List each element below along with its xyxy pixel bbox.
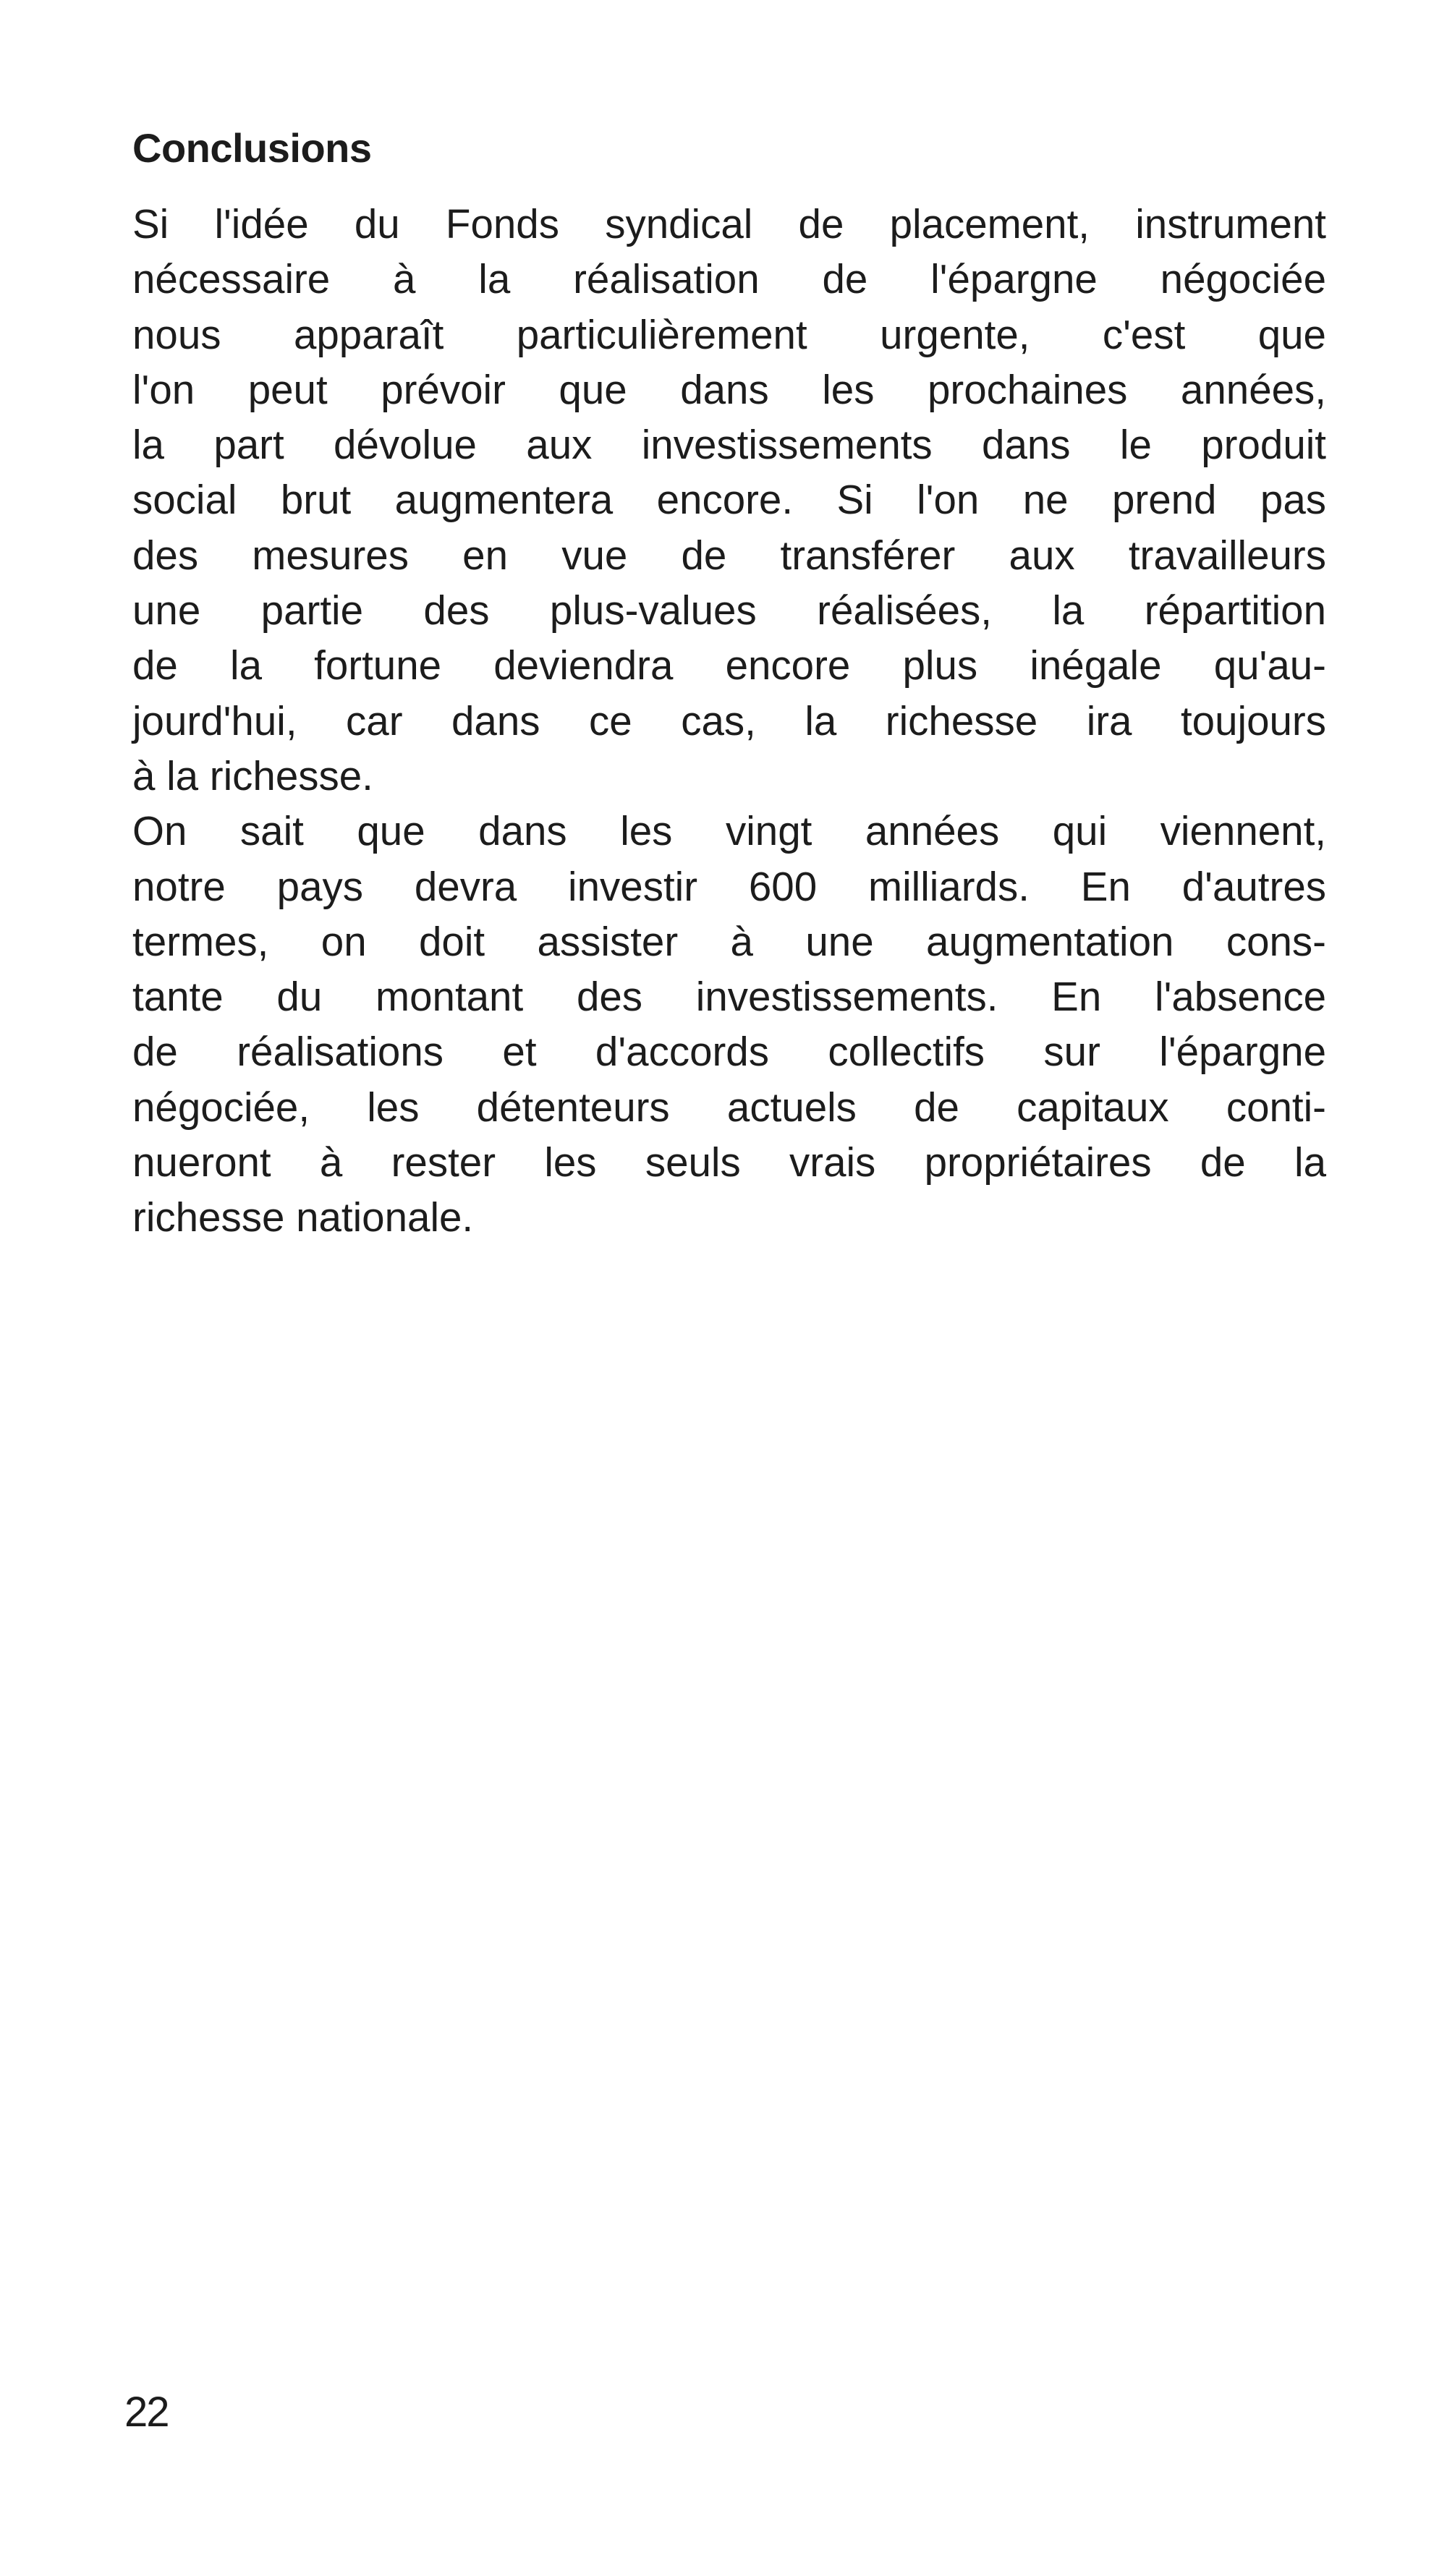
text-line: richesse nationale.	[132, 1194, 474, 1241]
paragraph-2	[132, 804, 1326, 1245]
page-content	[132, 123, 1326, 1246]
text-line: jourd'hui, car dans ce cas, la richesse ira toujours	[132, 697, 1326, 744]
text-line: social brut augmentera encore. Si l'on ne prend pas	[132, 477, 1326, 523]
text-line: termes, on doit assister à une augmentation cons-	[132, 918, 1326, 964]
text-line: nous apparaît particulièrement urgente, c'est que	[132, 311, 1326, 357]
text-line: à la richesse.	[132, 752, 373, 799]
text-line: de réalisations et d'accords collectifs sur l'épargne	[132, 1029, 1326, 1075]
text-line: de la fortune deviendra encore plus inégale qu'au-	[132, 642, 1326, 689]
text-line: une partie des plus-values réalisées, la répartition	[132, 587, 1326, 634]
paragraph-1	[132, 197, 1326, 804]
text-line: On sait que dans les vingt années qui viennent,	[132, 808, 1326, 854]
text-line: notre pays devra investir 600 milliards. En d'autres	[132, 863, 1326, 909]
page-number: 22	[124, 2389, 169, 2436]
text-line: Si l'idée du Fonds syndical de placement, instrument	[132, 201, 1326, 247]
text-line: tante du montant des investissements. En l'absence	[132, 974, 1326, 1020]
text-line: des mesures en vue de transférer aux travailleurs	[132, 532, 1326, 578]
text-line: la part dévolue aux investissements dans le produit	[132, 422, 1326, 468]
text-line: nécessaire à la réalisation de l'épargne négociée	[132, 256, 1326, 302]
text-line: l'on peut prévoir que dans les prochaines années,	[132, 366, 1326, 412]
text-line: nueront à rester les seuls vrais propriétaires de la	[132, 1139, 1326, 1186]
section-heading: Conclusions	[132, 125, 372, 171]
text-line: négociée, les détenteurs actuels de capitaux conti-	[132, 1084, 1326, 1130]
